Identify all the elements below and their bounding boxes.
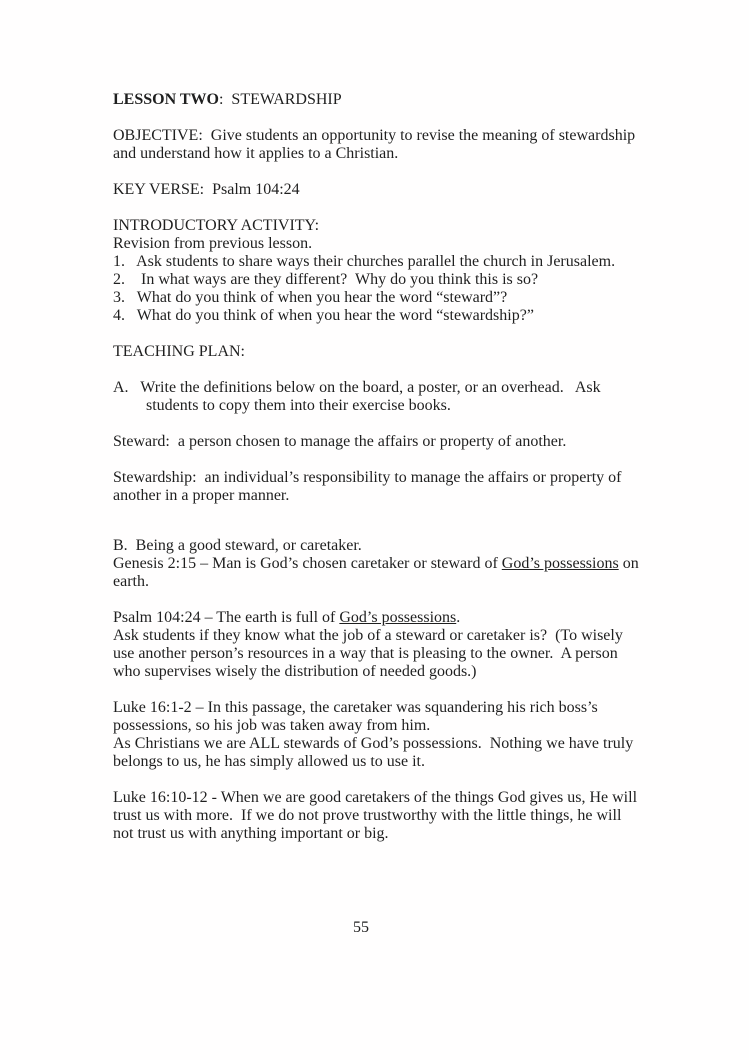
stewardship-definition-line-1: Stewardship: an individual’s responsibility to manage the affairs or property of bbox=[113, 469, 622, 486]
stewardship-definition bbox=[113, 469, 641, 505]
luke-1-line-3: As Christians we are ALL stewards of God’s possessions. Nothing we have truly bbox=[113, 735, 634, 752]
lesson-title-label: LESSON TWO bbox=[113, 91, 219, 108]
steward-definition-line: Steward: a person chosen to manage the affairs or property of another. bbox=[113, 433, 567, 450]
psalm-verse-line bbox=[113, 609, 641, 627]
luke-2-line-3: not trust us with anything important or big. bbox=[113, 825, 389, 842]
section-b-heading-line: B. Being a good steward, or caretaker. bbox=[113, 537, 362, 554]
intro-list-item-2: 2. In what ways are they different? Why do you think this is so? bbox=[113, 271, 539, 288]
genesis-verse-continuation: earth. bbox=[113, 573, 149, 590]
psalm-underlined-phrase: God’s possessions bbox=[339, 609, 457, 626]
objective-line-2: and understand how it applies to a Christian. bbox=[113, 145, 399, 162]
key-verse-line: KEY VERSE: Psalm 104:24 bbox=[113, 181, 300, 198]
lesson-title-line bbox=[113, 91, 641, 109]
page-number: 55 bbox=[353, 919, 369, 936]
steward-definition bbox=[113, 433, 641, 451]
intro-list-item-4: 4. What do you think of when you hear the word “stewardship?” bbox=[113, 307, 534, 324]
teaching-plan-heading bbox=[113, 343, 641, 361]
introductory-activity-block bbox=[113, 217, 641, 325]
objective-line-1: OBJECTIVE: Give students an opportunity to revise the meaning of stewardship bbox=[113, 127, 636, 144]
introductory-activity-subheading: Revision from previous lesson. bbox=[113, 235, 313, 252]
luke-2-line-2: trust us with more. If we do not prove trustworthy with the little things, he will bbox=[113, 807, 622, 824]
teaching-plan-heading-line: TEACHING PLAN: bbox=[113, 343, 245, 360]
genesis-verse-text: Genesis 2:15 – Man is God’s chosen caretaker or steward of bbox=[113, 555, 502, 572]
psalm-block bbox=[113, 609, 641, 681]
psalm-discussion-line-1: Ask students if they know what the job of a steward or caretaker is? (To wisely bbox=[113, 627, 623, 644]
luke-1-line-2: possessions, so his job was taken away from him. bbox=[113, 717, 431, 734]
genesis-verse-line bbox=[113, 555, 641, 573]
section-b-block bbox=[113, 537, 641, 591]
item-a-line-1: A. Write the definitions below on the board, a poster, or an overhead. Ask bbox=[113, 379, 601, 396]
genesis-underlined-phrase: God’s possessions bbox=[501, 555, 619, 572]
psalm-discussion-line-2: use another person’s resources in a way that is pleasing to the owner. A person bbox=[113, 645, 618, 662]
luke-1-line-4: belongs to us, he has simply allowed us to use it. bbox=[113, 753, 425, 770]
luke-1-line-1: Luke 16:1-2 – In this passage, the caretaker was squandering his rich boss’s bbox=[113, 699, 598, 716]
intro-list-item-3: 3. What do you think of when you hear the word “steward”? bbox=[113, 289, 508, 306]
psalm-verse-text: Psalm 104:24 – The earth is full of bbox=[113, 609, 340, 626]
lesson-title bbox=[113, 91, 641, 109]
stewardship-definition-line-2: another in a proper manner. bbox=[113, 487, 290, 504]
teaching-plan-item-a bbox=[113, 379, 641, 415]
intro-list-item-1: 1. Ask students to share ways their churches parallel the church in Jerusalem. bbox=[113, 253, 616, 270]
lesson-title-subject: : STEWARDSHIP bbox=[218, 91, 342, 108]
key-verse-paragraph bbox=[113, 181, 641, 199]
luke-2-line-1: Luke 16:10-12 - When we are good caretakers of the things God gives us, He will bbox=[113, 789, 638, 806]
item-a-line-2: students to copy them into their exercise books. bbox=[146, 397, 451, 414]
genesis-verse-tail: on bbox=[618, 555, 639, 572]
luke-16-1-2-block bbox=[113, 699, 641, 771]
introductory-activity-heading: INTRODUCTORY ACTIVITY: bbox=[113, 217, 320, 234]
psalm-verse-tail: . bbox=[456, 609, 461, 626]
luke-16-10-12-block bbox=[113, 789, 641, 843]
psalm-discussion-line-3: who supervises wisely the distribution of needed goods.) bbox=[113, 663, 477, 680]
objective-paragraph bbox=[113, 127, 641, 163]
